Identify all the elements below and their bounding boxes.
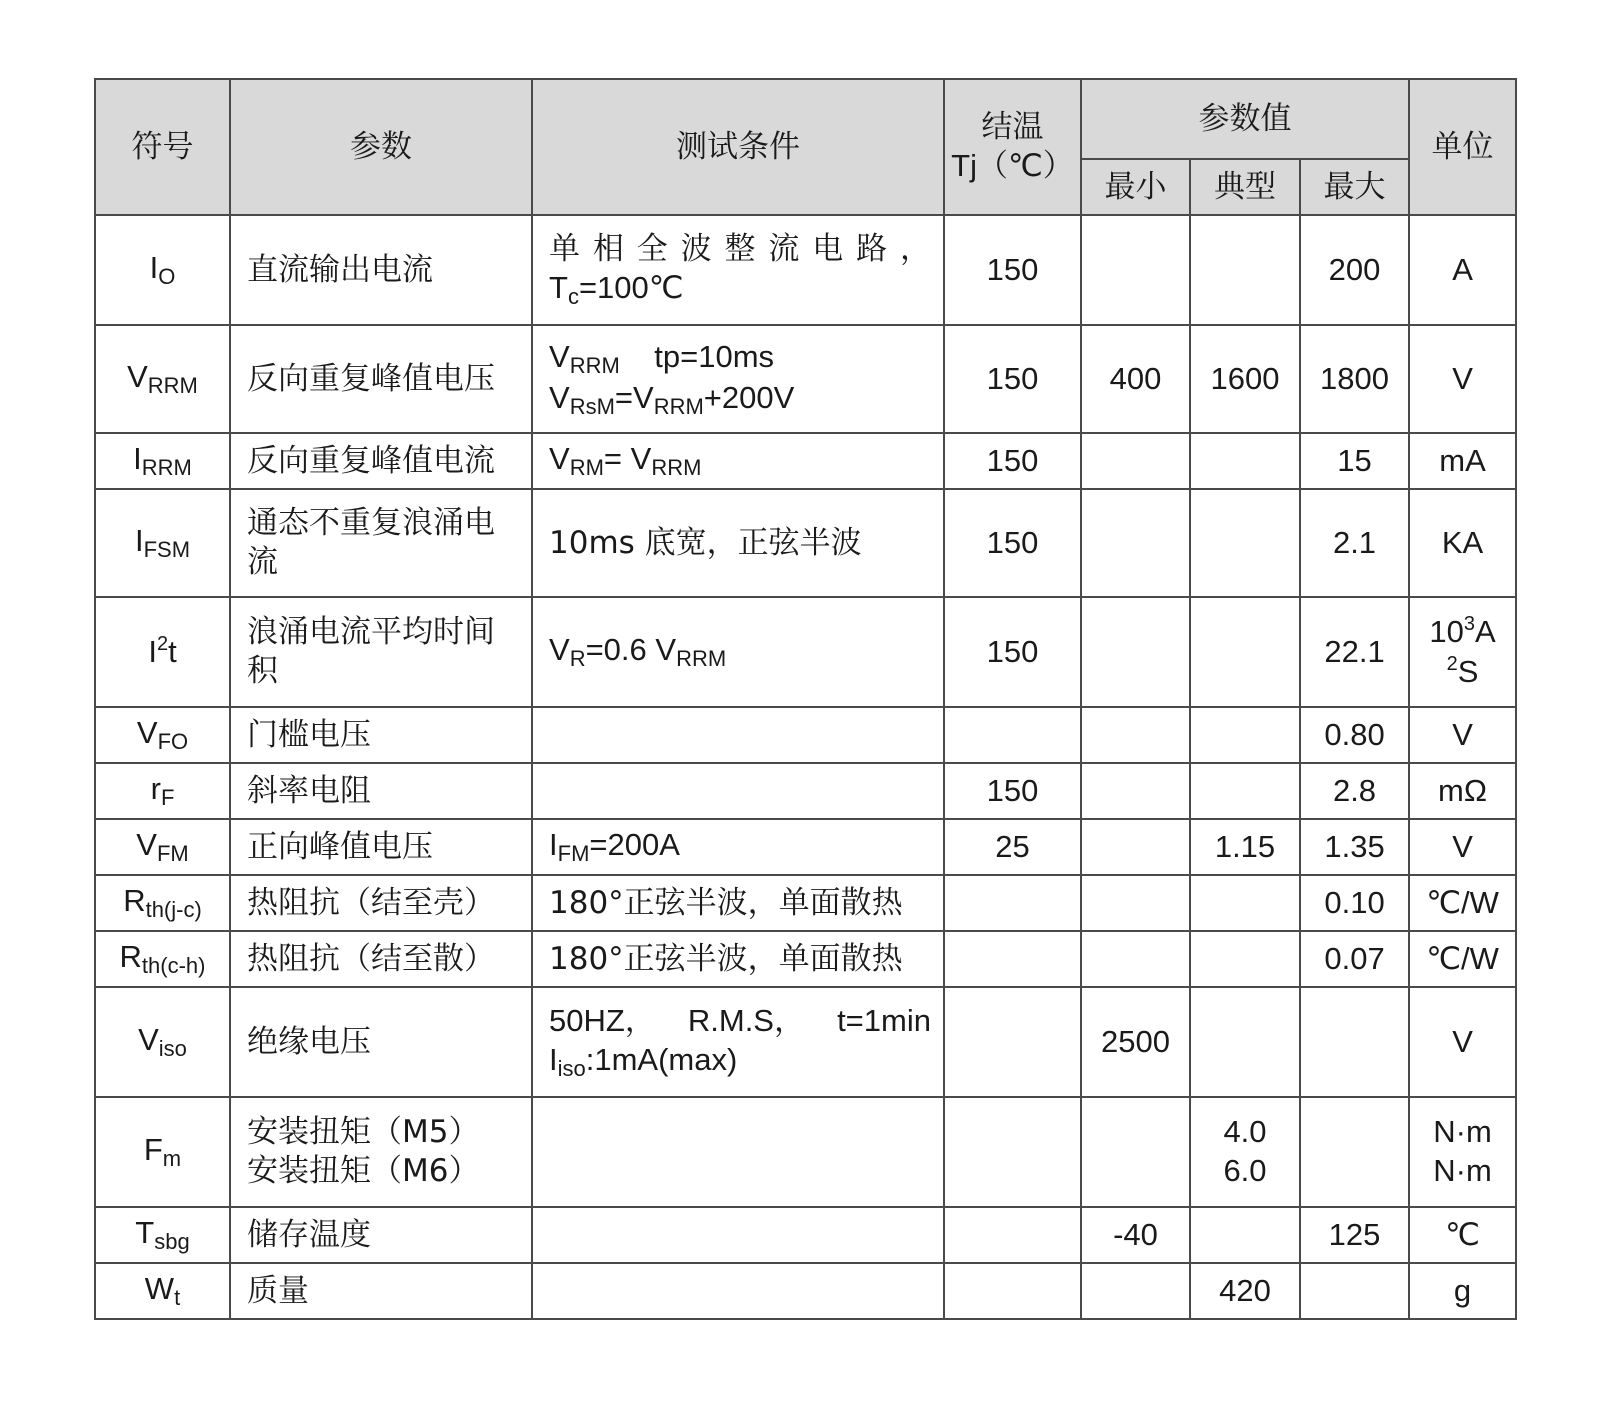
condition-cell — [532, 1097, 944, 1207]
table-row — [95, 707, 1516, 763]
unit-sup: 3 — [1463, 613, 1475, 636]
symbol-main: V — [136, 715, 158, 751]
typ-cell: 1600 — [1190, 325, 1300, 433]
symbol-main: T — [135, 1215, 155, 1251]
unit-cell — [1409, 1097, 1516, 1207]
table-row — [95, 763, 1516, 819]
parameter-line: 安装扭矩（M6） — [247, 1153, 480, 1189]
parameter-cell — [230, 489, 532, 597]
parameter-cell: 绝缘电压 — [230, 987, 532, 1097]
condition-sub: iso — [557, 1055, 586, 1081]
typ-cell — [1190, 763, 1300, 819]
symbol-main: I — [148, 634, 157, 670]
min-cell: 400 — [1081, 325, 1190, 433]
symbol-main: V — [127, 359, 148, 395]
symbol-sub: FSM — [143, 537, 191, 563]
condition-main: V — [549, 380, 570, 415]
parameter-cell: 热阻抗（结至散） — [230, 931, 532, 987]
tj-cell — [944, 1263, 1081, 1319]
condition-rest: =200A — [589, 827, 680, 863]
condition-main: =V — [614, 380, 654, 415]
condition-cell — [532, 433, 944, 489]
symbol-cell — [95, 597, 230, 707]
condition-main: V — [549, 441, 570, 477]
symbol-sub: th(c-h) — [141, 953, 206, 979]
tj-cell — [944, 707, 1081, 763]
symbol-cell — [95, 325, 230, 433]
tj-cell: 150 — [944, 433, 1081, 489]
symbol-cell — [95, 215, 230, 325]
typ-cell — [1190, 875, 1300, 931]
parameter-line: 积 — [247, 653, 278, 689]
condition-line — [549, 269, 931, 311]
symbol-sub: O — [158, 264, 176, 290]
condition-sub: RRM — [676, 646, 727, 672]
condition-main: I — [549, 827, 558, 863]
max-cell: 2.8 — [1300, 763, 1409, 819]
parameter-cell: 门槛电压 — [230, 707, 532, 763]
symbol-sub: th(j-c) — [145, 897, 202, 923]
typ-cell — [1190, 987, 1300, 1097]
max-cell: 0.10 — [1300, 875, 1409, 931]
header-tj-top: 结温 — [981, 109, 1044, 146]
min-cell — [1081, 707, 1190, 763]
header-typ: 典型 — [1190, 159, 1300, 215]
spec-table — [94, 78, 1517, 1320]
condition-cell — [532, 1207, 944, 1263]
parameter-line: 安装扭矩（M5） — [247, 1114, 480, 1151]
symbol-sup: 2 — [156, 633, 169, 656]
unit-cell — [1409, 597, 1516, 707]
min-cell — [1081, 1097, 1190, 1207]
min-cell — [1081, 1263, 1190, 1319]
unit-line — [1410, 612, 1515, 652]
typ-cell — [1190, 433, 1300, 489]
max-cell: 125 — [1300, 1207, 1409, 1263]
tj-cell: 150 — [944, 597, 1081, 707]
symbol-sub: FM — [156, 841, 189, 867]
header-parameter: 参数 — [230, 79, 532, 215]
header-unit: 单位 — [1409, 79, 1516, 215]
min-cell — [1081, 763, 1190, 819]
symbol-main: I — [149, 250, 159, 286]
max-cell: 1.35 — [1300, 819, 1409, 875]
table-row — [95, 489, 1516, 597]
typ-cell: 1.15 — [1190, 819, 1300, 875]
condition-line — [549, 1041, 931, 1083]
condition-sub: c — [567, 283, 579, 309]
condition-line — [549, 379, 931, 421]
table-row — [95, 433, 1516, 489]
table-row — [95, 597, 1516, 707]
unit-line: N·m — [1433, 1114, 1492, 1150]
condition-part: t=1min — [837, 1002, 931, 1038]
table-row — [95, 325, 1516, 433]
unit-cell: V — [1409, 325, 1516, 433]
condition-sub: RRM — [653, 394, 704, 419]
max-cell: 2.1 — [1300, 489, 1409, 597]
symbol-main: r — [150, 771, 161, 807]
max-cell: 1800 — [1300, 325, 1409, 433]
min-cell: 2500 — [1081, 987, 1190, 1097]
typ-cell — [1190, 1097, 1300, 1207]
symbol-sub: F — [160, 785, 175, 811]
max-cell: 0.80 — [1300, 707, 1409, 763]
max-cell — [1300, 1097, 1409, 1207]
condition-main: =0.6 V — [585, 632, 677, 668]
condition-rest: tp=10ms — [654, 338, 775, 374]
condition-sub: RRM — [651, 455, 702, 481]
unit-cell: V — [1409, 707, 1516, 763]
min-cell — [1081, 433, 1190, 489]
condition-rest: +200V — [703, 380, 795, 415]
tj-cell — [944, 931, 1081, 987]
unit-rest: A — [1474, 614, 1496, 650]
symbol-sub: RRM — [141, 455, 192, 481]
max-cell: 200 — [1300, 215, 1409, 325]
symbol-main: I — [134, 523, 144, 559]
symbol-sub: RRM — [147, 373, 198, 399]
unit-cell: V — [1409, 819, 1516, 875]
parameter-line: 浪涌电流平均时间 — [247, 614, 495, 651]
condition-sub: RsM — [569, 394, 615, 419]
symbol-sub: iso — [158, 1036, 187, 1062]
condition-cell — [532, 819, 944, 875]
unit-cell: g — [1409, 1263, 1516, 1319]
max-cell: 15 — [1300, 433, 1409, 489]
parameter-cell: 斜率电阻 — [230, 763, 532, 819]
parameter-cell: 热阻抗（结至壳） — [230, 875, 532, 931]
table-row — [95, 875, 1516, 931]
min-cell — [1081, 875, 1190, 931]
condition-line — [549, 1002, 931, 1041]
condition-main: V — [549, 338, 570, 374]
condition-main: I — [549, 1041, 558, 1077]
parameter-cell: 储存温度 — [230, 1207, 532, 1263]
table-row — [95, 987, 1516, 1097]
tj-cell: 150 — [944, 763, 1081, 819]
table-row — [95, 819, 1516, 875]
max-cell — [1300, 987, 1409, 1097]
condition-main: T — [549, 269, 568, 305]
unit-cell: A — [1409, 215, 1516, 325]
min-cell — [1081, 489, 1190, 597]
condition-cell: 10ms 底宽，正弦半波 — [532, 489, 944, 597]
max-cell: 22.1 — [1300, 597, 1409, 707]
unit-line: N·m — [1433, 1153, 1492, 1188]
condition-sub: RRM — [569, 352, 620, 378]
symbol-cell — [95, 875, 230, 931]
unit-cell: V — [1409, 987, 1516, 1097]
typ-cell — [1190, 931, 1300, 987]
symbol-sub: FO — [157, 729, 189, 755]
table-row — [95, 215, 1516, 325]
symbol-cell — [95, 489, 230, 597]
condition-cell — [532, 1263, 944, 1319]
symbol-cell — [95, 819, 230, 875]
table-row — [95, 1207, 1516, 1263]
parameter-cell — [230, 1097, 532, 1207]
header-symbol: 符号 — [95, 79, 230, 215]
parameter-line: 通态不重复浪涌电 — [247, 505, 495, 542]
symbol-main: W — [144, 1271, 175, 1307]
condition-line: 单相全波整流电路， — [549, 230, 931, 267]
typ-line: 6.0 — [1223, 1153, 1267, 1188]
tj-cell: 150 — [944, 215, 1081, 325]
condition-main: V — [549, 632, 570, 668]
unit-cell: ℃/W — [1409, 931, 1516, 987]
unit-sup: 2 — [1446, 653, 1458, 675]
symbol-main: R — [119, 939, 142, 975]
unit-cell: ℃/W — [1409, 875, 1516, 931]
header-min: 最小 — [1081, 159, 1190, 215]
tj-cell — [944, 1207, 1081, 1263]
condition-rest: =100℃ — [578, 269, 684, 305]
header-row-1 — [95, 79, 1516, 159]
min-cell — [1081, 931, 1190, 987]
symbol-sub: sbg — [154, 1229, 190, 1255]
condition-part: R.M.S， — [687, 1002, 805, 1038]
typ-cell — [1190, 597, 1300, 707]
symbol-cell — [95, 931, 230, 987]
typ-cell — [1190, 1207, 1300, 1263]
symbol-rest: t — [168, 634, 177, 670]
condition-cell — [532, 597, 944, 707]
min-cell — [1081, 597, 1190, 707]
symbol-main: I — [133, 441, 142, 477]
typ-line: 4.0 — [1223, 1114, 1267, 1150]
condition-cell: 180°正弦半波，单面散热 — [532, 875, 944, 931]
min-cell — [1081, 215, 1190, 325]
tj-cell — [944, 1097, 1081, 1207]
max-cell — [1300, 1263, 1409, 1319]
condition-rest: :1mA(max) — [585, 1041, 738, 1077]
unit-cell: mΩ — [1409, 763, 1516, 819]
table-row — [95, 1263, 1516, 1319]
parameter-cell: 正向峰值电压 — [230, 819, 532, 875]
symbol-main: V — [136, 827, 157, 863]
condition-cell — [532, 763, 944, 819]
unit-cell: mA — [1409, 433, 1516, 489]
unit-main: 10 — [1429, 614, 1464, 650]
symbol-main: F — [143, 1132, 163, 1168]
header-tj-bottom: Tj（℃） — [951, 148, 1074, 183]
condition-sub: FM — [557, 841, 590, 867]
condition-cell: 180°正弦半波，单面散热 — [532, 931, 944, 987]
symbol-cell — [95, 987, 230, 1097]
unit-cell: ℃ — [1409, 1207, 1516, 1263]
table-row — [95, 1097, 1516, 1207]
tj-cell — [944, 875, 1081, 931]
symbol-main: R — [123, 883, 146, 919]
parameter-cell: 反向重复峰值电流 — [230, 433, 532, 489]
header-max: 最大 — [1300, 159, 1409, 215]
condition-sub: R — [569, 646, 586, 672]
tj-cell: 150 — [944, 325, 1081, 433]
symbol-cell — [95, 1097, 230, 1207]
symbol-cell — [95, 763, 230, 819]
condition-sub: RM — [569, 455, 604, 481]
typ-cell — [1190, 489, 1300, 597]
condition-cell — [532, 325, 944, 433]
min-cell: -40 — [1081, 1207, 1190, 1263]
condition-cell — [532, 215, 944, 325]
symbol-cell — [95, 1207, 230, 1263]
symbol-cell — [95, 1263, 230, 1319]
header-values: 参数值 — [1081, 79, 1409, 159]
unit-line — [1410, 652, 1515, 692]
table-row — [95, 931, 1516, 987]
parameter-line: 流 — [247, 544, 278, 580]
symbol-sub: m — [162, 1146, 182, 1172]
unit-cell: KA — [1409, 489, 1516, 597]
symbol-cell — [95, 433, 230, 489]
parameter-cell: 反向重复峰值电压 — [230, 325, 532, 433]
typ-cell: 420 — [1190, 1263, 1300, 1319]
typ-cell — [1190, 707, 1300, 763]
header-conditions: 测试条件 — [532, 79, 944, 215]
tj-cell — [944, 987, 1081, 1097]
parameter-cell — [230, 597, 532, 707]
symbol-cell — [95, 707, 230, 763]
condition-line — [549, 338, 931, 380]
typ-cell — [1190, 215, 1300, 325]
parameter-cell: 直流输出电流 — [230, 215, 532, 325]
condition-cell — [532, 987, 944, 1097]
condition-cell — [532, 707, 944, 763]
parameter-cell: 质量 — [230, 1263, 532, 1319]
symbol-main: V — [138, 1022, 159, 1058]
min-cell — [1081, 819, 1190, 875]
max-cell: 0.07 — [1300, 931, 1409, 987]
header-tj — [944, 79, 1081, 215]
condition-main: = V — [603, 441, 652, 477]
condition-part: 50HZ， — [549, 1002, 656, 1038]
unit-rest: S — [1457, 654, 1479, 689]
tj-cell: 150 — [944, 489, 1081, 597]
tj-cell: 25 — [944, 819, 1081, 875]
symbol-sub: t — [174, 1285, 181, 1311]
